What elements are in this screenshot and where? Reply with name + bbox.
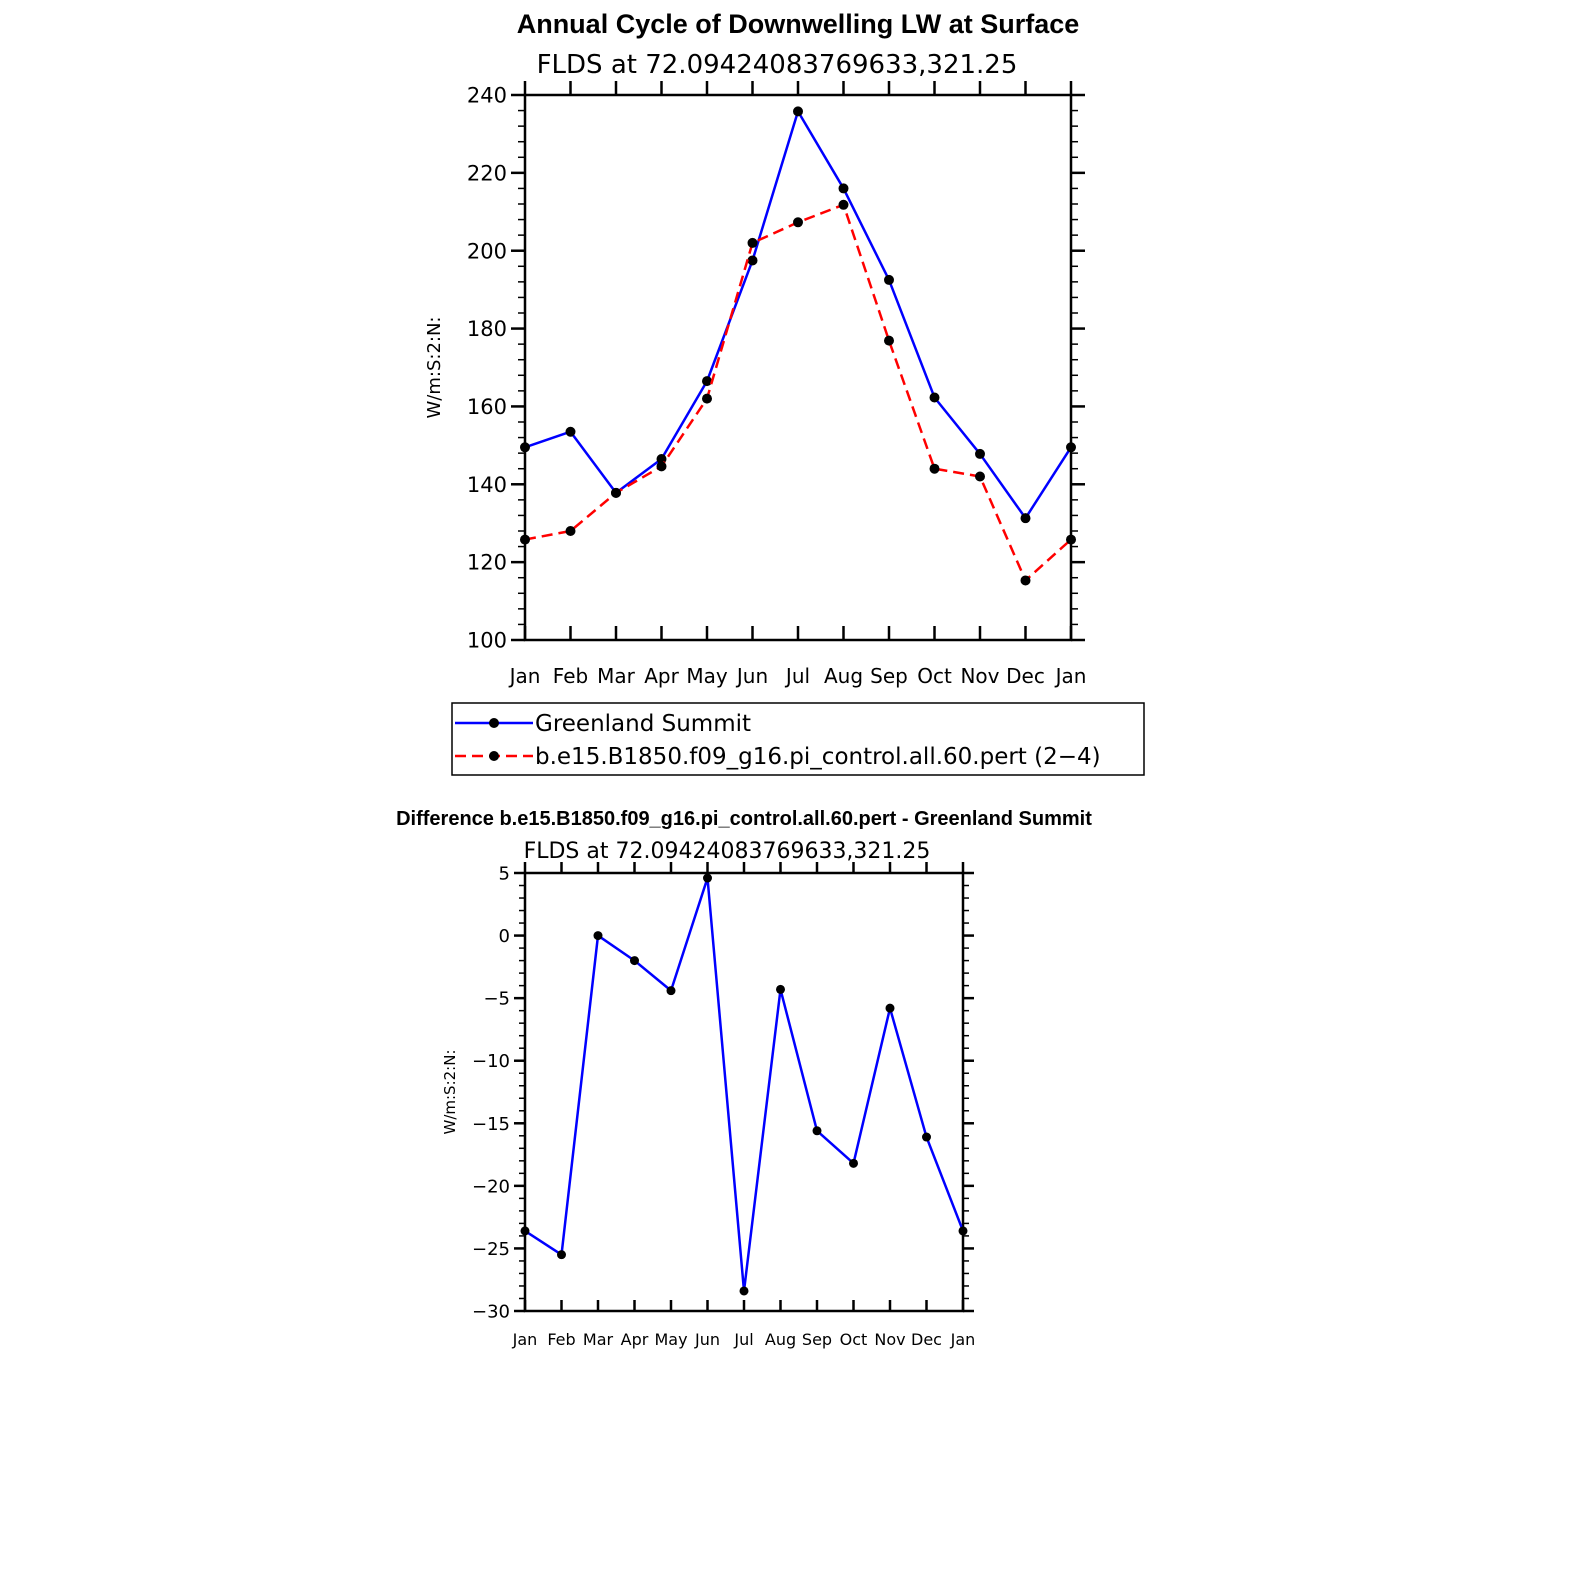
y-tick-label: 200 xyxy=(466,239,507,264)
data-point xyxy=(740,1286,749,1295)
x-tick-label: Jun xyxy=(695,1330,720,1349)
data-point xyxy=(521,1226,530,1235)
series-1 xyxy=(521,874,968,1296)
x-tick-label: Apr xyxy=(620,1330,649,1349)
x-tick-label: Nov xyxy=(960,664,1000,688)
chart-subtitle: FLDS at 72.09424083769633,321.25 xyxy=(536,50,1018,80)
data-point xyxy=(594,931,603,940)
data-point xyxy=(1066,535,1076,545)
x-tick-label: Jul xyxy=(734,1330,754,1349)
y-tick-label: 140 xyxy=(466,472,507,497)
x-tick-label: Jan xyxy=(1055,664,1087,688)
data-point xyxy=(557,1250,566,1259)
legend-marker xyxy=(489,718,499,728)
data-point xyxy=(703,874,712,883)
y-tick-label: −5 xyxy=(483,988,510,1010)
data-point xyxy=(667,986,676,995)
data-point xyxy=(839,200,849,210)
data-point xyxy=(630,956,639,965)
y-tick-label: 120 xyxy=(466,550,507,575)
y-tick-label: −30 xyxy=(472,1301,510,1323)
series-2 xyxy=(520,200,1076,586)
x-tick-label: Nov xyxy=(874,1330,906,1349)
plot-frame xyxy=(525,95,1071,640)
data-point xyxy=(884,336,894,346)
x-tick-label: Dec xyxy=(911,1330,942,1349)
plot-frame xyxy=(525,873,963,1311)
data-point xyxy=(884,275,894,285)
x-tick-label: Sep xyxy=(870,664,908,688)
y-tick-label: −10 xyxy=(472,1051,510,1073)
x-tick-label: Aug xyxy=(823,664,864,688)
y-tick-label: 160 xyxy=(466,394,507,419)
chart-title: Annual Cycle of Downwelling LW at Surface xyxy=(516,9,1080,39)
x-tick-label: Oct xyxy=(839,1330,868,1349)
data-point xyxy=(1021,575,1031,585)
data-point xyxy=(959,1226,968,1235)
data-point xyxy=(922,1133,931,1142)
x-tick-label: Jan xyxy=(509,664,541,688)
chart-title: Difference b.e15.B1850.f09_g16.pi_control.all.60.pert - Greenland Summit xyxy=(396,808,1092,830)
y-tick-label: −20 xyxy=(472,1176,510,1198)
data-point xyxy=(793,106,803,116)
y-tick-label: 100 xyxy=(466,628,507,653)
chart-2 xyxy=(396,808,1092,1349)
y-tick-label: 0 xyxy=(498,926,510,948)
x-tick-label: May xyxy=(686,664,728,688)
data-point xyxy=(839,183,849,193)
data-point xyxy=(793,217,803,227)
series-line xyxy=(525,111,1071,518)
x-tick-label: May xyxy=(654,1330,688,1349)
y-tick-label: 5 xyxy=(498,863,510,885)
x-tick-label: Mar xyxy=(582,1330,614,1349)
data-point xyxy=(813,1126,822,1135)
legend-label: b.e15.B1850.f09_g16.pi_control.all.60.pert (2−4) xyxy=(535,744,1101,770)
chart-1 xyxy=(424,9,1144,775)
y-tick-label: −25 xyxy=(472,1238,510,1260)
data-point xyxy=(566,427,576,437)
x-tick-label: Sep xyxy=(801,1330,833,1349)
x-tick-label: Mar xyxy=(597,664,635,688)
data-point xyxy=(748,238,758,248)
x-tick-label: Oct xyxy=(917,664,952,688)
series-line xyxy=(525,205,1071,581)
x-tick-label: Jun xyxy=(736,664,769,688)
series-1 xyxy=(520,106,1076,523)
x-tick-label: Feb xyxy=(547,1330,576,1349)
y-axis-label: W/m:S:2:N: xyxy=(424,316,445,419)
series-line xyxy=(525,878,963,1291)
data-point xyxy=(849,1159,858,1168)
data-point xyxy=(748,255,758,265)
data-point xyxy=(611,488,621,498)
data-point xyxy=(930,464,940,474)
x-tick-label: Dec xyxy=(1006,664,1045,688)
data-point xyxy=(520,535,530,545)
data-point xyxy=(520,442,530,452)
data-point xyxy=(975,472,985,482)
data-point xyxy=(886,1004,895,1013)
x-tick-label: Jul xyxy=(785,664,811,688)
data-point xyxy=(1066,442,1076,452)
data-point xyxy=(930,392,940,402)
y-axis-label: W/m:S:2:N: xyxy=(441,1049,459,1135)
x-tick-label: Feb xyxy=(552,664,589,688)
data-point xyxy=(702,376,712,386)
y-tick-label: 220 xyxy=(466,161,507,186)
data-point xyxy=(776,985,785,994)
data-point xyxy=(975,449,985,459)
y-tick-label: 180 xyxy=(466,317,507,342)
data-point xyxy=(1021,513,1031,523)
data-point xyxy=(657,461,667,471)
x-tick-label: Apr xyxy=(644,664,679,688)
chart-subtitle: FLDS at 72.09424083769633,321.25 xyxy=(523,839,931,864)
y-tick-label: 240 xyxy=(466,83,507,108)
legend-marker xyxy=(489,751,499,761)
x-tick-label: Aug xyxy=(764,1330,797,1349)
x-tick-label: Jan xyxy=(950,1330,976,1349)
legend xyxy=(452,703,1144,775)
data-point xyxy=(566,526,576,536)
x-tick-label: Jan xyxy=(512,1330,538,1349)
data-point xyxy=(702,394,712,404)
y-tick-label: −15 xyxy=(472,1113,510,1135)
legend-label: Greenland Summit xyxy=(535,711,752,737)
